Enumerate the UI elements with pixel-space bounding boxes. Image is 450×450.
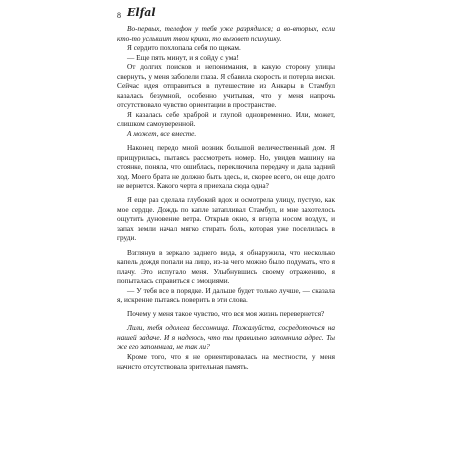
paragraph: Кроме того, что я не ориентировалась на местности, у меня начисто отсутствовала зрительная память. (117, 352, 335, 371)
paragraph: Взглянув в зеркало заднего вида, я обнаружила, что несколько капель дождя попали на лицо, из-за чего можно было подумать, что я плачу. Это испугало меня. Улыбнувшись своему отражению, я попыталась справиться с эмоциями. (117, 247, 335, 286)
paragraph: Почему у меня такое чувство, что вся моя жизнь перевернется? (127, 309, 325, 319)
paragraph: От долгих поисков и непонимания, в какую сторону улицы свернуть, у меня заболели глаза. Я сбавила скорость и потерла виски. Сейчас идея отправиться в путешествие из Анкары в Стамбул казалась безумной, особенно учитывая, что у меня напрочь отсутствовало чувство ориентации в пространстве. (117, 62, 335, 110)
body-text (117, 24, 335, 371)
book-title: Elfal (127, 6, 156, 19)
paragraph: — Еще пять минут, и я сойду с ума! (127, 52, 239, 62)
paragraph: А может, все вместе. (127, 129, 197, 139)
paragraph: Во-первых, телефон у тебя уже разрядился; а во-вторых, если кто-то услышит твои крики, то вызовет психушку. (117, 24, 335, 43)
paragraph: Наконец передо мной возник большой величественный дом. Я прищурилась, пытаясь рассмотреть номер. Но, увидев машину на стоянке, поняла, что ошиблась, переключила передачу и дала задний ход. Моего брата не должно быть здесь, и, скорее всего, он еще долго не вернется. Какого черта я приехала сюда одна? (117, 143, 335, 191)
page-number: 8 (117, 11, 121, 20)
paragraph: Я сердито похлопала себя по щекам. (127, 43, 241, 53)
paragraph: Я казалась себе храброй и глупой одновременно. Или, может, слишком самоуверенной. (117, 109, 335, 129)
paragraph: Я еще раз сделала глубокий вдох и осмотрела улицу, пустую, как мое сердце. Дождь по капле затапливал Стамбул, и мне захотелось ощутить дуновение ветра. Открыв окно, я вгнула носом воздух, и запах земли начал мягко стирать боль, которая уже поселилась в груди. (117, 195, 335, 243)
paragraph: Лили, тебя одолела бессонница. Пожалуйста, сосредоточься на нашей задаче. И я надеюсь, что ты правильно запомнила адрес. Ты же его запомнила, не так ли? (117, 323, 335, 352)
paragraph: — У тебя все в порядке. И дальше будет только лучше, — сказала я, искренне пытаясь поверить в эти слова. (117, 285, 335, 305)
